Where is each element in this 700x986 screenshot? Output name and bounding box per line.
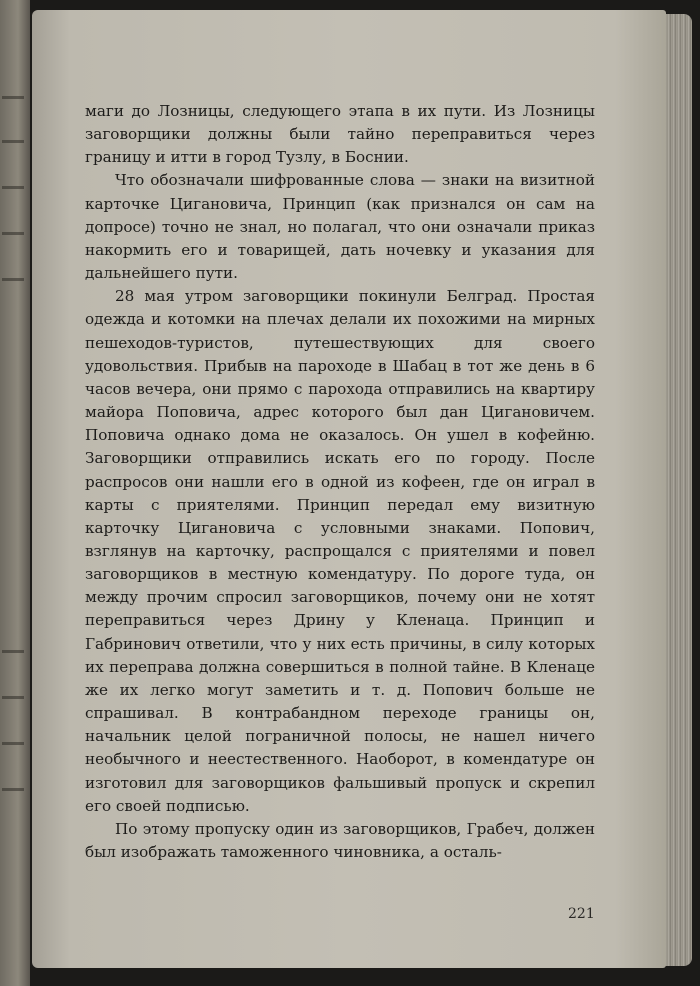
paragraph-4: По этому пропуску один из заговорщиков, Грабеч, должен был изображать таможенного чиновника, а осталь- xyxy=(85,819,595,861)
page-stack-edge xyxy=(662,14,692,966)
body-text xyxy=(85,100,595,864)
adjacent-text-fragment xyxy=(2,232,24,235)
adjacent-text-fragment xyxy=(2,650,24,653)
adjacent-text-fragment xyxy=(2,140,24,143)
adjacent-text-fragment xyxy=(2,696,24,699)
adjacent-text-fragment xyxy=(2,278,24,281)
paragraph-3: 28 мая утром заговорщики покинули Белград. Простая одежда и котомки на плечах делали их похожими на мирных пешеходов-туристов, путешествующих для своего удовольствия. Прибыв на пароходе в Шабац в тот же день в 6 часов вечера, они прямо с парохода отправились на квартиру майора Поповича, адрес которого был дан Цигановичем. Поповича однако дома не оказалось. Он ушел в кофейню. Заговорщики отправились искать его по городу. После распросов они нашли его в одной из кофеен, где он играл в карты с приятелями. Принцип передал ему визитную карточку Цигановича с условными знаками. Попович, взглянув на карточку, распрощался с приятелями и повел заговорщиков в местную комендатуру. По дороге туда, он между прочим спросил заговорщиков, почему они не хотят переправиться через Дрину у Кленаца. Принцип и Габринович ответили, что у них есть причины, в силу которых их переправа должна совершиться в полной тайне. В Кленаце же их легко могут заметить и т. д. Попович больше не спрашивал. В контрабандном переходе границы он, начальник целой пограничной полосы, не нашел ничего необычного и неестественного. Наоборот, в комендатуре он изготовил для заговорщиков фальшивый пропуск и скрепил его своей подписью. xyxy=(85,287,595,815)
paragraph-2: Что обозначали шифрованные слова — знаки на визитной карточке Цигановича, Принцип (как признался он сам на допросе) точно не знал, но полагал, что они означали приказ накормить его и товарищей, дать ночевку и указания для дальнейшего пути. xyxy=(85,171,595,283)
adjacent-text-fragment xyxy=(2,186,24,189)
page-number: 221 xyxy=(568,906,595,922)
adjacent-page-edge xyxy=(0,0,30,986)
adjacent-text-fragment xyxy=(2,788,24,791)
adjacent-text-fragment xyxy=(2,742,24,745)
paragraph-1: маги до Лозницы, следующего этапа в их пути. Из Лозницы заговорщики должны были тайно переправиться через границу и итти в город Тузлу, в Боснии. xyxy=(85,102,595,167)
adjacent-text-fragment xyxy=(2,96,24,99)
